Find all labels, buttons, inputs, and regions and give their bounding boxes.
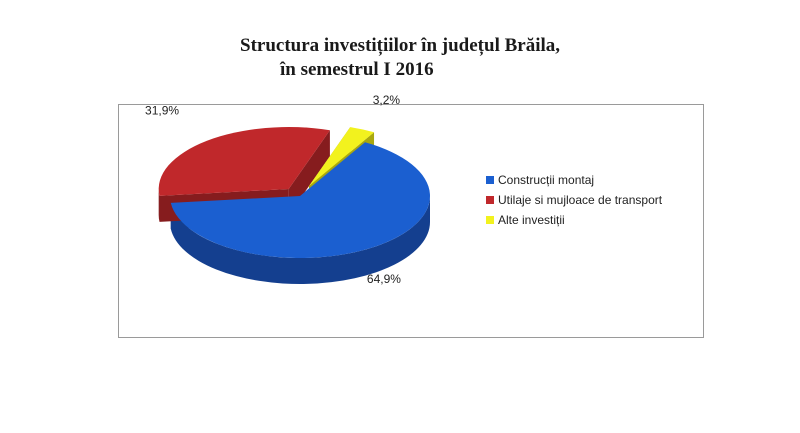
data-label-alte-investitii: 3,2%	[372, 92, 401, 107]
legend-swatch	[486, 176, 494, 184]
legend-label: Construcții montaj	[498, 173, 595, 187]
chart-legend	[486, 170, 662, 230]
legend-swatch	[486, 216, 494, 224]
legend-item-constructii-montaj	[486, 170, 662, 190]
legend-label: Alte investiții	[498, 213, 565, 227]
legend-item-alte-investitii	[486, 210, 662, 230]
data-label-utilaje-si-mujloace-de-transport: 31,9%	[145, 103, 180, 118]
legend-label: Utilaje si mujloace de transport	[498, 193, 663, 207]
chart-title-line-1: Structura investițiilor în județul Brăila,	[240, 35, 561, 56]
legend-item-utilaje-si-mujloace-de-transport	[486, 190, 662, 210]
chart-title-line-2: în semestrul I 2016	[280, 59, 434, 80]
data-label-constructii-montaj: 64,9%	[366, 272, 401, 287]
legend-swatch	[486, 196, 494, 204]
